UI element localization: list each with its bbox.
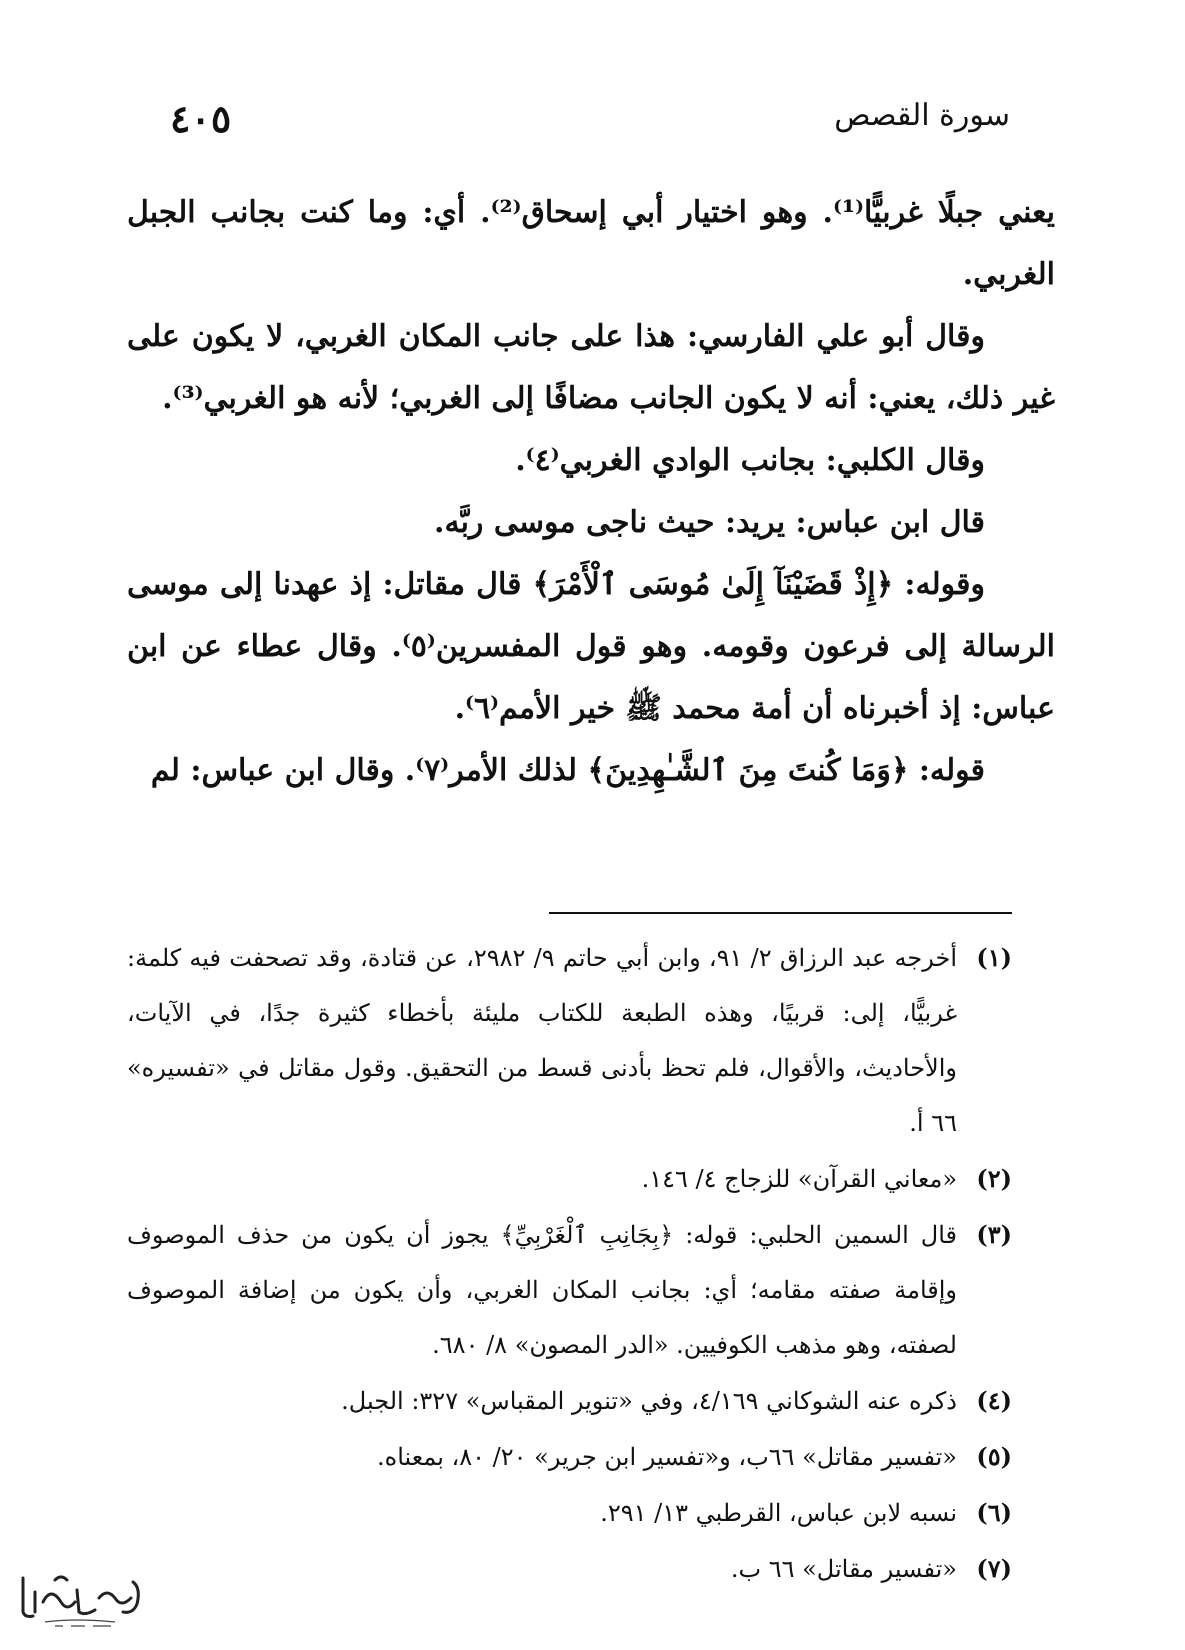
footnote-text: «معاني القرآن» للزجاج ٤/ ١٤٦. bbox=[641, 1165, 957, 1193]
footnote bbox=[127, 1429, 1012, 1485]
footnote bbox=[127, 1485, 1012, 1541]
paragraph-4: قال ابن عباس: يريد: حيث ناجى موسى ربَّه. bbox=[434, 505, 985, 540]
footnote-number: (٤) bbox=[976, 1386, 1012, 1415]
quran-verse-2: ﴿وَمَا كُنتَ مِنَ ٱلشَّـٰهِدِينَ﴾ bbox=[587, 753, 909, 788]
footnote bbox=[127, 930, 1012, 1151]
footnote-text: نسبه لابن عباس، القرطبي ١٣/ ٢٩١. bbox=[600, 1499, 957, 1527]
paragraph-6-intro: قوله: bbox=[908, 753, 985, 788]
footnote-divider bbox=[549, 912, 1012, 914]
paragraph-5-intro: وقوله: bbox=[893, 567, 986, 602]
page-header bbox=[170, 98, 1010, 148]
paragraph-2: وقال أبو علي الفارسي: هذا على جانب المكان الغربي، لا يكون على غير ذلك، يعني: أنه لا يكون الجانب مضافًا إلى الغربي؛ لأنه هو الغربي⁽³⁾. bbox=[127, 319, 1055, 416]
paragraph-6-rest: لذلك الأمر⁽٧⁾. وقال ابن عباس: لم bbox=[150, 753, 588, 788]
paragraph-1: يعني جبلًا غربيًّا⁽¹⁾. وهو اختيار أبي إسحاق⁽²⁾. أي: وما كنت بجانب الجبل الغربي. bbox=[127, 195, 1055, 292]
footnote bbox=[127, 1207, 1012, 1373]
footnotes bbox=[127, 930, 1012, 1597]
footnote-number: (٥) bbox=[976, 1442, 1012, 1471]
library-stamp-logo bbox=[15, 1568, 150, 1630]
footnote-text: قال السمين الحلبي: قوله: ﴿بِجَانِبِ ٱلْغَرْبِيِّ﴾ يجوز أن يكون من حذف الموصوف وإقامة صفته مقامه؛ أي: بجانب المكان الغربي، وأن يكون من إضافة الموصوف لصفته، وهو مذهب الكوفيين. «الدر المصون» ٨/ ٦٨٠. bbox=[127, 1221, 958, 1359]
footnote-number: (٢) bbox=[976, 1164, 1012, 1193]
surah-title: سورة القصص bbox=[834, 98, 1010, 133]
footnote-text: ذكره عنه الشوكاني ٤/١٦٩، وفي «تنوير المقباس» ٣٢٧: الجبل. bbox=[341, 1387, 957, 1415]
footnote-number: (٣) bbox=[976, 1220, 1013, 1249]
paragraph-5 bbox=[127, 554, 1055, 740]
main-text bbox=[127, 182, 1055, 802]
footnote-number: (٦) bbox=[976, 1498, 1012, 1527]
paragraph-5-rest: قال مقاتل: إذ عهدنا إلى موسى الرسالة إلى فرعون وقومه. وهو قول المفسرين⁽٥⁾. وقال عطاء عن ابن عباس: إذ أخبرناه أن أمة محمد ﷺ خير الأمم⁽٦⁾. bbox=[127, 567, 1055, 726]
footnote bbox=[127, 1151, 1012, 1207]
quran-verse-1: ﴿إِذْ قَضَيْنَآ إِلَىٰ مُوسَى ٱلْأَمْرَ﴾ bbox=[532, 567, 894, 602]
footnote bbox=[127, 1373, 1012, 1429]
page-number: ٤٠٥ bbox=[170, 96, 232, 141]
paragraph-3: وقال الكلبي: بجانب الوادي الغربي⁽٤⁾. bbox=[515, 443, 985, 478]
paragraph-6 bbox=[127, 740, 1055, 802]
footnote-number: (٧) bbox=[976, 1554, 1012, 1583]
footnote bbox=[127, 1541, 1012, 1597]
footnote-number: (١) bbox=[976, 943, 1013, 972]
footnote-text: «تفسير مقاتل» ٦٦ب، و«تفسير ابن جرير» ٢٠/ ٨٠، بمعناه. bbox=[377, 1443, 957, 1471]
footnote-text: «تفسير مقاتل» ٦٦ ب. bbox=[730, 1555, 957, 1583]
footnote-text: أخرجه عبد الرزاق ٢/ ٩١، وابن أبي حاتم ٩/ ٢٩٨٢، عن قتادة، وقد تصحفت فيه كلمة: غربيًّا، إلى: قربيًا، وهذه الطبعة للكتاب مليئة بأخطاء كثيرة جدًا، في الآيات، والأحاديث، والأقوال، فلم تحظ بأدنى قسط من التحقيق. وقول مقاتل في «تفسيره» ٦٦ أ. bbox=[127, 944, 958, 1137]
